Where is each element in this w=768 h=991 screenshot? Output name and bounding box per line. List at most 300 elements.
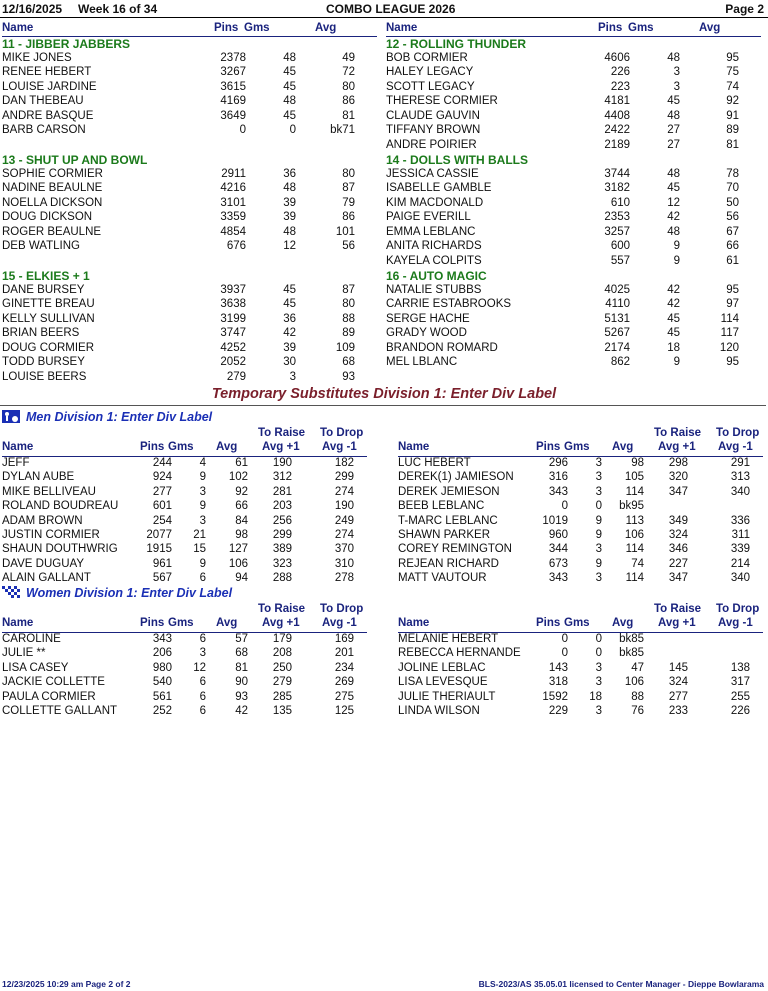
substitute-pins: 980	[152, 661, 172, 674]
substitute-games: 12	[193, 661, 206, 674]
to-raise-value: 323	[272, 557, 292, 570]
substitute-pins: 244	[152, 457, 172, 469]
player-average: 66	[726, 240, 739, 252]
to-drop-value: 249	[334, 514, 354, 527]
substitute-pins: 143	[548, 661, 568, 674]
substitute-games: 3	[595, 471, 602, 484]
substitute-pins: 254	[152, 514, 172, 527]
player-average: 95	[726, 356, 739, 368]
drop-header-2: Avg -1	[718, 617, 753, 629]
substitutes-header	[2, 426, 367, 457]
player-pins: 0	[239, 124, 246, 136]
name-header: Name	[386, 22, 418, 34]
raise-header: To Raise	[654, 427, 702, 439]
player-row	[2, 371, 377, 386]
player-name: ISABELLE GAMBLE	[386, 182, 492, 194]
to-drop-value: 125	[334, 704, 354, 717]
to-drop-value: 234	[334, 661, 354, 674]
substitute-row	[2, 515, 367, 529]
avg-header: Avg	[216, 617, 238, 629]
player-average: 95	[726, 283, 739, 296]
substitute-row	[2, 543, 367, 557]
player-name: CARRIE ESTABROOKS	[386, 298, 512, 310]
to-drop-value: 311	[731, 528, 750, 541]
drop-header: To Drop	[320, 603, 364, 615]
substitute-name: ALAIN GALLANT	[2, 572, 91, 585]
substitute-name: REBECCA HERNANDE	[398, 647, 521, 660]
to-raise-value: 347	[668, 485, 688, 498]
player-average: 93	[342, 370, 355, 383]
to-drop-value: 269	[334, 676, 354, 689]
player-games: 30	[283, 356, 296, 368]
player-row	[2, 211, 377, 226]
substitute-name: SHAWN PARKER	[398, 528, 491, 541]
to-drop-value: 255	[730, 690, 750, 703]
substitute-row	[2, 529, 367, 543]
substitute-average: 94	[235, 572, 248, 585]
substitute-games: 3	[595, 485, 602, 498]
player-games: 42	[667, 298, 680, 310]
substitute-name: COREY REMINGTON	[398, 543, 512, 556]
to-raise-value: 233	[668, 704, 688, 717]
substitute-name: MIKE BELLIVEAU	[2, 485, 96, 498]
team-name: 15 - ELKIES + 1	[2, 269, 90, 283]
player-pins: 4408	[604, 109, 630, 122]
player-name: THERESE CORMIER	[386, 95, 498, 107]
player-games: 48	[283, 182, 296, 194]
substitute-row	[2, 558, 367, 572]
player-average: 95	[726, 51, 739, 64]
player-row	[2, 66, 377, 81]
raise-header-2: Avg +1	[658, 617, 696, 629]
substitute-row	[2, 691, 367, 705]
substitute-pins: 277	[152, 485, 172, 498]
substitutes-rule	[0, 405, 766, 406]
substitute-games: 18	[589, 690, 602, 703]
substitute-pins: 961	[152, 557, 172, 570]
player-name: NATALIE STUBBS	[386, 283, 482, 296]
substitutes-header	[2, 602, 367, 633]
player-average: 87	[342, 182, 355, 194]
player-name: MEL LBLANC	[386, 356, 458, 368]
substitute-pins: 343	[152, 633, 172, 645]
player-average: 86	[342, 211, 355, 223]
player-games: 42	[667, 211, 680, 223]
substitute-games: 3	[199, 485, 206, 498]
player-row	[2, 356, 377, 371]
substitute-name: JOLINE LEBLAC	[398, 661, 486, 674]
substitute-games: 9	[199, 500, 206, 513]
to-raise-value: 227	[668, 557, 688, 570]
player-games: 36	[283, 167, 296, 180]
player-name: GRADY WOOD	[386, 327, 467, 339]
player-name: DOUG DICKSON	[2, 211, 93, 223]
player-pins: 600	[610, 240, 630, 252]
substitute-name: COLLETTE GALLANT	[2, 704, 118, 717]
to-drop-value: 291	[730, 457, 750, 469]
substitute-average: 98	[631, 457, 644, 469]
player-name: HALEY LEGACY	[386, 66, 474, 78]
substitute-row	[2, 457, 367, 471]
player-pins: 3267	[220, 66, 246, 78]
player-name: BARB CARSON	[2, 124, 86, 136]
player-games: 18	[667, 341, 680, 354]
substitute-games: 0	[595, 647, 602, 660]
pins-header: Pins	[140, 617, 165, 629]
checkered-icon	[2, 586, 20, 599]
substitute-average: bk85	[619, 647, 644, 660]
player-name: KELLY SULLIVAN	[2, 312, 95, 325]
to-raise-value: 279	[272, 676, 292, 689]
player-pins: 2174	[604, 341, 630, 354]
player-row	[386, 95, 761, 110]
player-pins: 4169	[220, 95, 246, 107]
substitute-average: 114	[625, 543, 644, 556]
avg-header: Avg	[612, 441, 634, 453]
substitute-average: 76	[631, 704, 644, 717]
player-average: 67	[726, 225, 739, 238]
substitute-pins: 296	[548, 457, 568, 469]
name-header: Name	[2, 22, 34, 34]
substitute-pins: 229	[548, 704, 568, 717]
substitute-name: JULIE THERIAULT	[398, 690, 496, 703]
week-label: Week 16 of 34	[78, 2, 158, 16]
player-average: 56	[726, 211, 739, 223]
to-raise-value: 208	[272, 647, 292, 660]
player-games: 48	[283, 225, 296, 238]
player-average: 88	[342, 312, 355, 325]
substitute-games: 9	[199, 471, 206, 484]
substitute-pins: 1592	[542, 690, 568, 703]
player-row	[386, 139, 761, 154]
substitute-games: 9	[595, 528, 602, 541]
player-games: 45	[283, 66, 296, 78]
player-row	[386, 226, 761, 241]
player-average: 97	[726, 298, 739, 310]
substitute-average: 61	[235, 457, 248, 469]
player-pins: 3615	[220, 80, 246, 93]
substitute-games: 3	[595, 661, 602, 674]
player-pins: 4216	[220, 182, 246, 194]
gms-header: Gms	[168, 441, 194, 453]
to-raise-value: 346	[668, 543, 688, 556]
to-raise-value: 135	[272, 704, 292, 717]
player-games: 12	[283, 240, 296, 252]
substitute-games: 21	[193, 528, 206, 541]
player-games: 9	[673, 240, 680, 252]
player-pins: 5267	[604, 327, 630, 339]
to-drop-value: 278	[334, 572, 354, 585]
substitute-average: 47	[631, 661, 644, 674]
player-pins: 2353	[604, 211, 630, 223]
player-games: 39	[283, 341, 296, 354]
to-raise-value: 349	[668, 514, 688, 527]
team-name: 13 - SHUT UP AND BOWL	[2, 153, 148, 167]
to-drop-value: 339	[730, 543, 750, 556]
women-left-table	[2, 602, 367, 719]
substitute-pins: 673	[548, 557, 568, 570]
substitute-average: bk85	[619, 633, 644, 645]
player-games: 0	[289, 124, 296, 136]
player-row	[2, 182, 377, 197]
player-games: 27	[667, 138, 680, 151]
substitute-row	[398, 457, 763, 471]
substitute-name: JACKIE COLLETTE	[2, 676, 105, 689]
player-name: NADINE BEAULNE	[2, 182, 103, 194]
substitute-row	[2, 676, 367, 690]
substitute-average: 127	[228, 543, 248, 556]
player-average: 74	[726, 80, 739, 93]
player-name: ANDRE POIRIER	[386, 138, 477, 151]
to-drop-value: 336	[730, 514, 750, 527]
pins-header: Pins	[536, 617, 561, 629]
player-games: 48	[667, 109, 680, 122]
substitute-row	[2, 647, 367, 661]
player-pins: 3101	[220, 196, 246, 209]
player-games: 36	[283, 312, 296, 325]
pins-header: Pins	[140, 441, 165, 453]
player-row	[2, 124, 377, 139]
substitute-average: 66	[235, 500, 248, 513]
gms-header: Gms	[628, 22, 654, 34]
player-average: 86	[342, 95, 355, 107]
player-games: 3	[289, 370, 296, 383]
raise-header: To Raise	[258, 603, 306, 615]
player-name: BRIAN BEERS	[2, 327, 80, 339]
league-title: COMBO LEAGUE 2026	[326, 2, 456, 16]
substitute-name: MATT VAUTOUR	[398, 572, 487, 585]
raise-header-2: Avg +1	[262, 441, 300, 453]
women-division-heading	[2, 586, 232, 602]
substitutes-header	[398, 602, 763, 633]
substitute-games: 3	[595, 457, 602, 469]
raise-header: To Raise	[258, 427, 306, 439]
player-row	[386, 66, 761, 81]
player-name: NOELLA DICKSON	[2, 196, 103, 209]
substitute-average: 84	[235, 514, 248, 527]
player-pins: 3744	[604, 167, 630, 180]
substitute-average: 93	[235, 690, 248, 703]
substitute-average: 106	[228, 557, 248, 570]
substitute-row	[2, 705, 367, 719]
substitute-games: 6	[199, 676, 206, 689]
player-pins: 226	[610, 66, 630, 78]
avg-header: Avg	[612, 617, 634, 629]
to-raise-value: 312	[272, 471, 292, 484]
player-row	[2, 197, 377, 212]
substitute-average: 74	[631, 557, 644, 570]
to-drop-value: 190	[334, 500, 354, 513]
player-games: 42	[667, 283, 680, 296]
substitute-row	[398, 662, 763, 676]
player-games: 45	[667, 182, 680, 194]
substitute-name: JEFF	[2, 457, 30, 469]
substitute-pins: 252	[152, 704, 172, 717]
name-header: Name	[2, 617, 34, 629]
to-drop-value: 274	[334, 485, 354, 498]
substitute-games: 3	[199, 647, 206, 660]
footer-timestamp: 12/23/2025 10:29 am Page 2 of 2	[2, 979, 131, 989]
to-drop-value: 274	[334, 528, 354, 541]
player-games: 27	[667, 124, 680, 136]
player-games: 48	[667, 225, 680, 238]
player-row	[386, 327, 761, 342]
player-average: 56	[342, 240, 355, 252]
substitute-row	[398, 572, 763, 586]
substitute-games: 9	[595, 557, 602, 570]
to-drop-value: 310	[334, 557, 354, 570]
substitute-pins: 540	[152, 676, 172, 689]
player-pins: 2052	[220, 356, 246, 368]
team-name: 14 - DOLLS WITH BALLS	[386, 153, 528, 167]
player-pins: 2422	[604, 124, 630, 136]
player-row	[386, 81, 761, 96]
player-pins: 3937	[220, 283, 246, 296]
player-games: 45	[667, 327, 680, 339]
gms-header: Gms	[168, 617, 194, 629]
player-pins: 2378	[220, 51, 246, 64]
substitute-name: LUC HEBERT	[398, 457, 471, 469]
substitute-name: DAVE DUGUAY	[2, 557, 85, 570]
substitute-games: 6	[199, 572, 206, 585]
to-raise-value: 285	[272, 690, 292, 703]
to-drop-value: 138	[730, 661, 750, 674]
player-average: 70	[726, 182, 739, 194]
to-drop-value: 275	[334, 690, 354, 703]
substitute-row	[2, 486, 367, 500]
player-name: DAN THEBEAU	[2, 95, 84, 107]
avg-header: Avg	[216, 441, 238, 453]
player-average: 79	[342, 196, 355, 209]
substitute-pins: 206	[152, 647, 172, 660]
player-row	[2, 52, 377, 67]
to-drop-value: 317	[730, 676, 750, 689]
substitute-average: 114	[625, 572, 644, 585]
player-name: TODD BURSEY	[2, 356, 85, 368]
player-games: 39	[283, 196, 296, 209]
player-name: KAYELA COLPITS	[386, 254, 482, 267]
player-pins: 4110	[605, 298, 630, 310]
substitute-row	[398, 471, 763, 485]
player-name: ANITA RICHARDS	[386, 240, 482, 252]
substitute-pins: 0	[561, 500, 568, 513]
substitute-row	[2, 662, 367, 676]
substitute-pins: 601	[152, 500, 172, 513]
player-average: 92	[726, 95, 739, 107]
avg-header: Avg	[315, 22, 337, 34]
substitute-average: 88	[631, 690, 644, 703]
substitute-name: DEREK(1) JAMIESON	[398, 471, 514, 484]
player-average: bk71	[330, 124, 355, 136]
player-average: 78	[726, 167, 739, 180]
player-row	[2, 168, 377, 183]
player-pins: 3199	[220, 312, 246, 325]
substitute-games: 15	[193, 543, 206, 556]
player-name: TIFFANY BROWN	[386, 124, 481, 136]
to-raise-value: 299	[272, 528, 292, 541]
player-row	[386, 124, 761, 139]
drop-header-2: Avg -1	[718, 441, 753, 453]
substitute-name: LINDA WILSON	[398, 704, 480, 717]
player-name: LOUISE BEERS	[2, 370, 87, 383]
player-average: 49	[342, 51, 355, 64]
drop-header: To Drop	[716, 603, 760, 615]
player-average: 68	[342, 356, 355, 368]
player-average: 75	[726, 66, 739, 78]
to-drop-value: 340	[730, 485, 750, 498]
player-average: 72	[342, 66, 355, 78]
to-raise-value: 190	[272, 457, 292, 469]
player-pins: 223	[610, 80, 630, 93]
player-name: BRANDON ROMARD	[386, 341, 498, 354]
player-row	[2, 240, 377, 255]
player-pins: 610	[610, 196, 630, 209]
substitute-pins: 343	[548, 572, 568, 585]
player-name: SCOTT LEGACY	[386, 80, 475, 93]
gms-header: Gms	[244, 22, 270, 34]
player-row	[386, 371, 761, 386]
substitute-name: T-MARC LEBLANC	[398, 514, 498, 527]
substitute-average: 92	[235, 485, 248, 498]
substitute-pins: 2077	[146, 528, 172, 541]
player-row	[2, 327, 377, 342]
player-name: KIM MACDONALD	[386, 196, 484, 209]
substitutes-header	[398, 426, 763, 457]
player-name: PAIGE EVERILL	[386, 211, 471, 223]
substitute-row	[398, 647, 763, 661]
substitute-games: 4	[199, 457, 206, 469]
player-name: SOPHIE CORMIER	[2, 167, 103, 180]
substitute-games: 3	[199, 514, 206, 527]
substitute-name: DYLAN AUBE	[2, 471, 75, 484]
substitute-games: 6	[199, 690, 206, 703]
to-raise-value: 320	[668, 471, 688, 484]
player-row	[2, 284, 377, 299]
player-games: 9	[673, 254, 680, 267]
pins-header: Pins	[536, 441, 561, 453]
team-name: 11 - JIBBER JABBERS	[2, 37, 131, 51]
name-header: Name	[398, 617, 430, 629]
player-pins: 3257	[604, 225, 630, 238]
substitute-name: REJEAN RICHARD	[398, 557, 499, 570]
player-row	[386, 342, 761, 357]
header-rule	[0, 17, 768, 18]
player-name: RENEE HEBERT	[2, 66, 92, 78]
to-drop-value: 169	[334, 633, 354, 645]
player-pins: 3182	[604, 182, 630, 194]
player-games: 3	[673, 80, 680, 93]
substitute-average: 102	[228, 471, 248, 484]
player-row	[2, 226, 377, 241]
player-pins: 3359	[220, 211, 246, 223]
substitute-games: 3	[595, 543, 602, 556]
substitute-name: BEEB LEBLANC	[398, 500, 485, 513]
drop-header-2: Avg -1	[322, 441, 357, 453]
to-raise-value: 179	[272, 633, 292, 645]
substitute-row	[398, 558, 763, 572]
substitute-pins: 0	[561, 633, 568, 645]
substitute-games: 9	[199, 557, 206, 570]
name-header: Name	[2, 441, 34, 453]
substitute-games: 0	[595, 633, 602, 645]
to-raise-value: 298	[668, 457, 688, 469]
player-pins: 4252	[220, 341, 246, 354]
to-raise-value: 256	[272, 514, 292, 527]
player-average: 80	[342, 298, 355, 310]
player-average: 114	[720, 312, 739, 325]
player-name: DANE BURSEY	[2, 283, 85, 296]
substitute-pins: 343	[548, 485, 568, 498]
